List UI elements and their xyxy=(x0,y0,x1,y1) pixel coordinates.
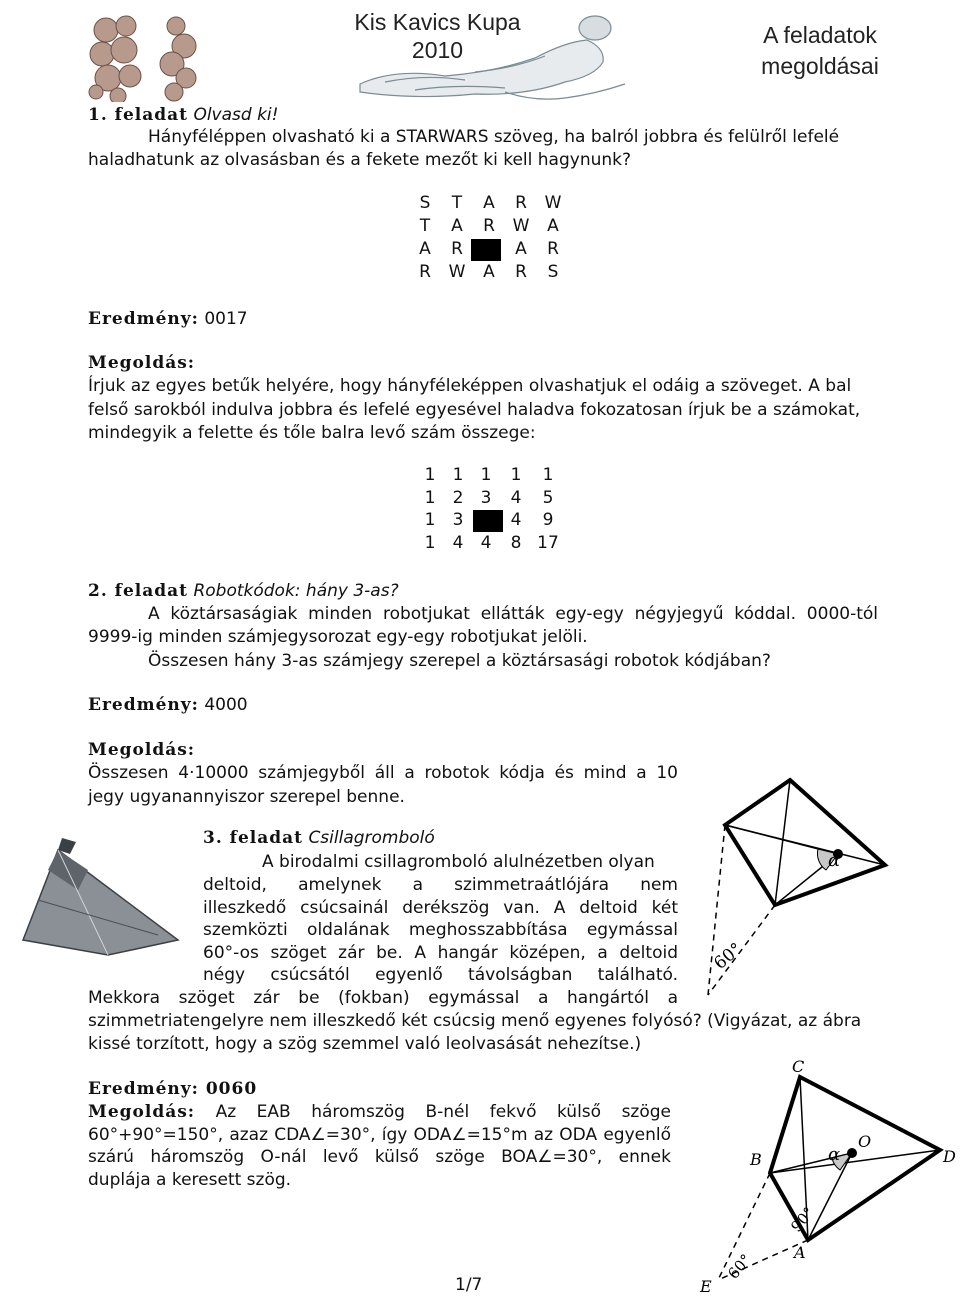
count-number-grid xyxy=(415,465,575,560)
grid-cell: 1 xyxy=(510,465,522,485)
task3-solution-line3: szárú háromszög O-nál levő külső szöge BOA∠=30°, ennek xyxy=(88,1147,671,1167)
vertex-o-label: O xyxy=(858,1132,872,1151)
task3-text-line5: 60°-os szöget zár be. A hangár középen, a deltoid xyxy=(203,943,678,963)
task2-heading xyxy=(88,580,399,602)
grid-cell: A xyxy=(419,239,431,259)
task3-text-line4: szemközti oldalának meghosszabbítása egymással xyxy=(203,920,678,940)
angle-60-label: 60° xyxy=(724,1250,756,1283)
task2-solution-label: Megoldás: xyxy=(88,740,196,760)
pebbles-logo xyxy=(88,12,200,102)
angle-60-label: 60° xyxy=(710,939,747,974)
task1-text-line2: haladhatunk az olvasásban és a fekete mezőt ki kell hagynunk? xyxy=(88,150,632,170)
grid-cell: 4 xyxy=(480,533,492,553)
grid-cell: A xyxy=(547,216,559,236)
deltoid-shape xyxy=(725,780,885,905)
starwars-letter-grid xyxy=(410,193,570,288)
grid-cell: 3 xyxy=(452,510,464,530)
task3-text-line3: illeszkedő csúcsainál derékszög van. A deltoid két xyxy=(203,898,678,918)
grid-cell: 1 xyxy=(424,465,436,485)
grid-cell: 4 xyxy=(452,533,464,553)
grid-cell: 1 xyxy=(480,465,492,485)
task3-label: 3. feladat xyxy=(203,828,304,848)
task3-solution-line1 xyxy=(88,1101,671,1123)
grid-cell: R xyxy=(483,216,495,236)
grid-cell: 17 xyxy=(537,533,559,553)
vertex-a-label: A xyxy=(794,1243,806,1262)
grid-cell: W xyxy=(448,262,466,282)
task3-text-line9: kissé torzított, hogy a szög szemmel való leolvasását nehezítse.) xyxy=(88,1034,642,1054)
grid-cell: T xyxy=(419,216,431,236)
grid-cell: S xyxy=(419,193,431,213)
task1-solution-line2: felső sarokból indulva jobbra és lefelé egyesével haladva fokozatosan írjuk be a számokat, xyxy=(88,400,861,420)
star-destroyer-image xyxy=(18,830,188,965)
grid-cell: 1 xyxy=(542,465,554,485)
task3-name: Csillagromboló xyxy=(308,828,435,848)
grid-cell: 5 xyxy=(542,488,554,508)
header-title-line1: Kis Kavics Kupa xyxy=(354,9,521,35)
vertex-e-label: E xyxy=(700,1277,712,1295)
vertex-b-label: B xyxy=(750,1150,762,1169)
task3-text-line6: négy csúcsától egyenlő távolságban található. xyxy=(203,965,678,985)
grid-cell: A xyxy=(451,216,463,236)
task2-solution-line2: jegy ugyanannyiszor szerepel benne. xyxy=(88,787,405,807)
task2-solution-line1: Összesen 4·10000 számjegyből áll a robotok kódja és mind a 10 xyxy=(88,763,678,783)
alpha-label: α xyxy=(828,850,841,871)
angle-90-label: 90° xyxy=(787,1203,819,1236)
result-value: 0017 xyxy=(204,309,248,329)
grid-cell: S xyxy=(547,262,559,282)
grid-cell: R xyxy=(515,262,527,282)
header-title-line2: 2010 xyxy=(411,37,464,63)
grid-cell: W xyxy=(512,216,530,236)
task3-text-line2: deltoid, amelynek a szimmetraátlójára nem xyxy=(203,875,678,895)
task1-solution-line1: Írjuk az egyes betűk helyére, hogy hányféleképpen olvashatjuk el odáig a szöveget. A bal xyxy=(88,376,852,396)
grid-cell: R xyxy=(419,262,431,282)
task2-text-line1: A köztársaságiak minden robotjukat ellátták egy-egy négyjegyű kóddal. 0000-tól xyxy=(148,604,878,624)
task3-solution-line4: duplája a keresett szög. xyxy=(88,1170,292,1190)
task1-result xyxy=(88,308,248,330)
grid-cell: 3 xyxy=(480,488,492,508)
grid-cell: R xyxy=(451,239,463,259)
task2-text-line2: 9999-ig minden számjegysorozat egy-egy robotjukat jelöli. xyxy=(88,627,588,647)
result-label: Eredmény: xyxy=(88,695,199,715)
grid-cell: 2 xyxy=(452,488,464,508)
task2-name: Robotkódok: hány 3-as? xyxy=(193,581,399,601)
task3-solution-line2: 60°+90°=150°, azaz CDA∠=30°, így ODA∠=15°m az ODA egyenlő xyxy=(88,1125,671,1145)
header-subtitle-line2: megoldásai xyxy=(761,53,879,79)
task3-text-line8: szimmetriatengelyre nem illeszkedő két csúcsig menő egyenes folyósó? (Vigyázat, az ábra xyxy=(88,1011,862,1031)
grid-cell: 1 xyxy=(424,533,436,553)
task1-heading xyxy=(88,104,278,126)
grid-cell: A xyxy=(515,239,527,259)
task2-label: 2. feladat xyxy=(88,581,189,601)
alpha-label: α xyxy=(828,1144,841,1165)
grid-cell: A xyxy=(483,193,495,213)
vertex-d-label: D xyxy=(943,1147,956,1166)
grid-cell: 4 xyxy=(510,488,522,508)
grid-cell: 8 xyxy=(510,533,522,553)
grid-cell: R xyxy=(515,193,527,213)
result-label: Eredmény: xyxy=(88,309,199,329)
result-value: 4000 xyxy=(204,695,248,715)
task1-text-line1: Hányféléppen olvasható ki a STARWARS szöveg, ha balról jobbra és felülről lefelé xyxy=(148,127,840,147)
grid-cell: R xyxy=(547,239,559,259)
grid-cell: W xyxy=(544,193,562,213)
task2-result xyxy=(88,694,248,716)
task1-solution-label: Megoldás: xyxy=(88,353,196,373)
task3-text-line7: Mekkora szöget zár be (fokban) egymással a hangártól a xyxy=(88,988,678,1008)
grid-cell: 9 xyxy=(542,510,554,530)
task1-label: 1. feladat xyxy=(88,105,189,125)
black-cell xyxy=(473,510,503,532)
labelled-deltoid-figure xyxy=(690,1055,960,1295)
grid-cell: T xyxy=(451,193,463,213)
task3-heading xyxy=(203,827,435,849)
task3-result: Eredmény: 0060 xyxy=(88,1079,258,1099)
task2-text-line3: Összesen hány 3-as számjegy szerepel a köztársasági robotok kódjában? xyxy=(148,651,771,671)
header-subtitle xyxy=(745,20,895,82)
solution-label: Megoldás: xyxy=(88,1102,196,1122)
task3-text-line1: A birodalmi csillagromboló alulnézetben olyan xyxy=(262,852,655,872)
grid-cell: 1 xyxy=(424,510,436,530)
page-number: 1/7 xyxy=(455,1275,483,1295)
grid-cell: 1 xyxy=(424,488,436,508)
task1-solution-line3: mindegyik a felette és tőle balra levő szám összege: xyxy=(88,423,536,443)
grid-cell: 1 xyxy=(452,465,464,485)
vertex-c-label: C xyxy=(792,1057,805,1076)
deltoid-figure xyxy=(700,770,910,1020)
grid-cell: 4 xyxy=(510,510,522,530)
reclining-figure-illustration xyxy=(355,12,665,104)
black-cell xyxy=(471,239,501,261)
header-subtitle-line1: A feladatok xyxy=(763,22,877,48)
solution-text: Az EAB háromszög B-nél fekvő külső szöge xyxy=(215,1102,671,1122)
grid-cell: A xyxy=(483,262,495,282)
task1-name: Olvasd ki! xyxy=(193,105,279,125)
